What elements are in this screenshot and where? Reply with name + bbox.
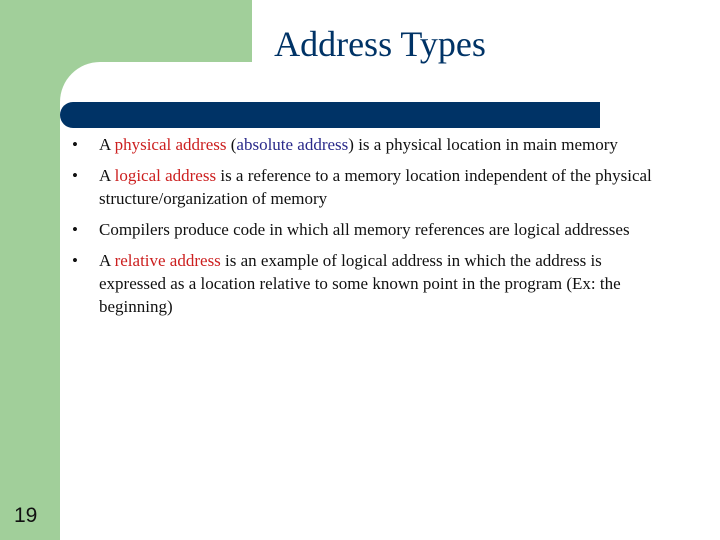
bullet-text: is an example of logical address in which the address is expressed as a location relative to some known point in the program (Ex: the beginning) xyxy=(99,251,621,316)
top-green-block xyxy=(60,0,252,62)
term-physical-address: physical address xyxy=(114,135,227,154)
title-rule-bar xyxy=(60,102,600,128)
bullet-item xyxy=(72,218,672,241)
bullet-dot: • xyxy=(72,220,78,239)
bullet-text: A xyxy=(99,135,115,154)
slide-title: Address Types xyxy=(274,24,486,64)
bullet-dot: • xyxy=(72,135,78,154)
bullet-dot: • xyxy=(72,251,78,270)
bullet-text: ( xyxy=(226,135,237,154)
bullet-item xyxy=(72,133,672,156)
bullet-dot: • xyxy=(72,166,78,185)
bullet-text: A xyxy=(99,166,115,185)
term-logical-address: logical address xyxy=(114,166,217,185)
term-absolute-address: absolute address xyxy=(236,135,349,154)
bullet-list xyxy=(72,133,672,326)
bullet-item xyxy=(72,249,672,318)
bullet-item xyxy=(72,164,672,210)
bullet-text: A xyxy=(99,251,115,270)
term-relative-address: relative address xyxy=(114,251,221,270)
bullet-text: is a reference to a memory location independent of the physical structure/organization of memory xyxy=(99,166,652,208)
left-green-bar xyxy=(0,0,60,540)
bullet-text: ) is a physical location in main memory xyxy=(348,135,618,154)
bullet-text: Compilers produce code in which all memory references are logical addresses xyxy=(99,220,630,239)
page-number: 19 xyxy=(14,504,38,527)
